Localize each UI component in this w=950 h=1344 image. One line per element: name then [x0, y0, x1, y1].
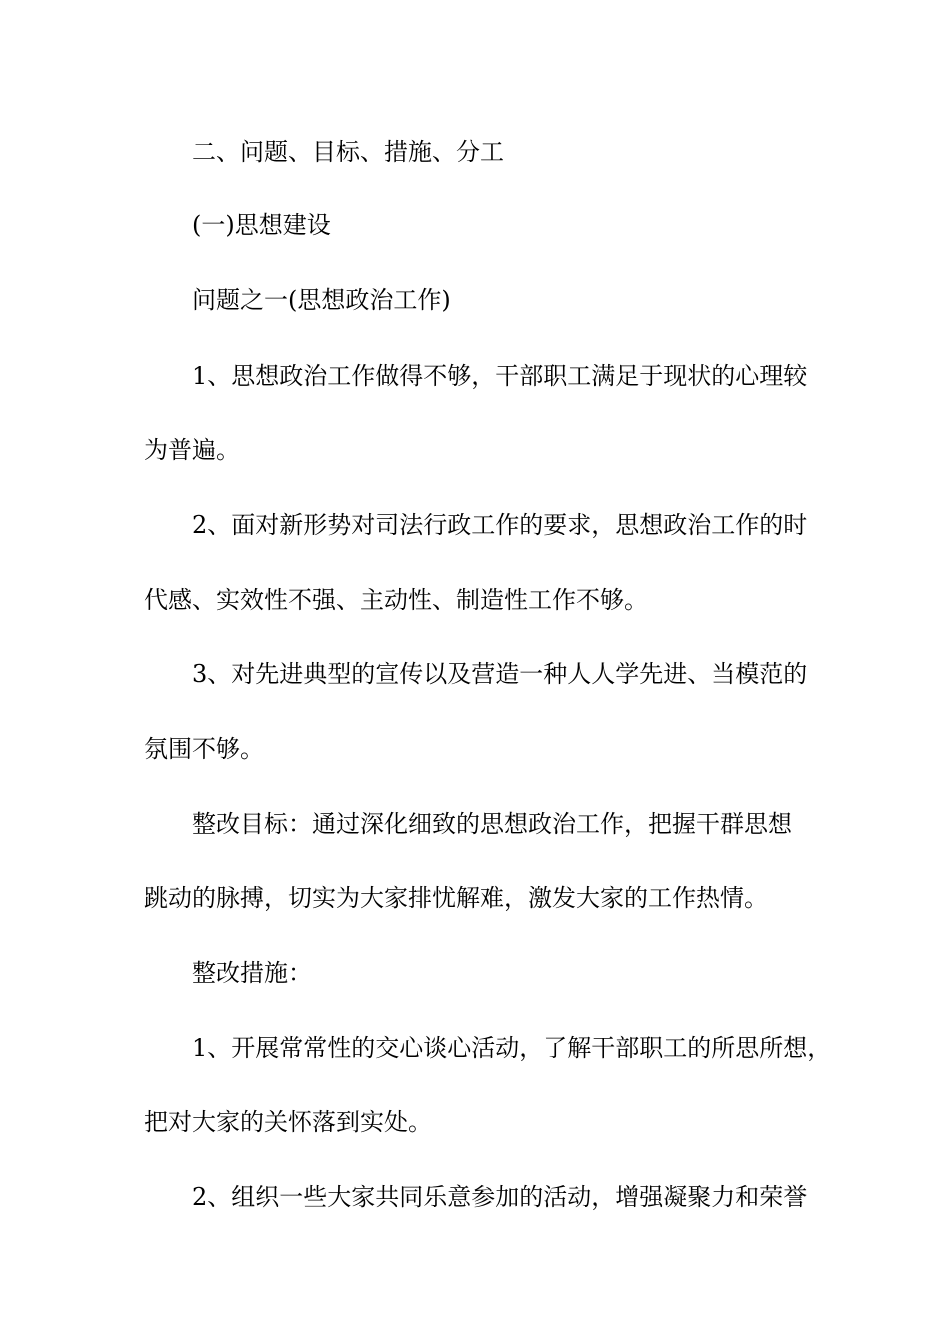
paragraph-line: 氛围不够。	[144, 735, 264, 763]
paragraph-line: 1、开展常常性的交心谈心活动，了解干部职工的所思所想，	[192, 1034, 832, 1062]
paragraph-line: 把对大家的关怀落到实处。	[144, 1108, 432, 1136]
paragraph-line: 1、思想政治工作做得不够，干部职工满足于现状的心理较	[192, 362, 808, 390]
goal-paragraph-line: 整改目标：通过深化细致的思想政治工作，把握干群思想	[192, 810, 792, 838]
paragraph-line: 2、面对新形势对司法行政工作的要求，思想政治工作的时	[192, 511, 808, 539]
section-heading: 二、问题、目标、措施、分工	[192, 138, 504, 166]
goal-paragraph-line: 跳动的脉搏，切实为大家排忧解难，激发大家的工作热情。	[144, 884, 768, 912]
paragraph-line: 代感、实效性不强、主动性、制造性工作不够。	[144, 586, 648, 614]
paragraph-line: 为普遍。	[144, 436, 240, 464]
paragraph-line: 3、对先进典型的宣传以及营造一种人人学先进、当模范的	[192, 660, 808, 688]
measures-heading: 整改措施：	[192, 959, 312, 987]
subsection-heading: (一)思想建设	[192, 211, 331, 239]
problem-heading: 问题之一(思想政治工作)	[192, 286, 451, 314]
paragraph-line: 2、组织一些大家共同乐意参加的活动，增强凝聚力和荣誉	[192, 1183, 808, 1211]
